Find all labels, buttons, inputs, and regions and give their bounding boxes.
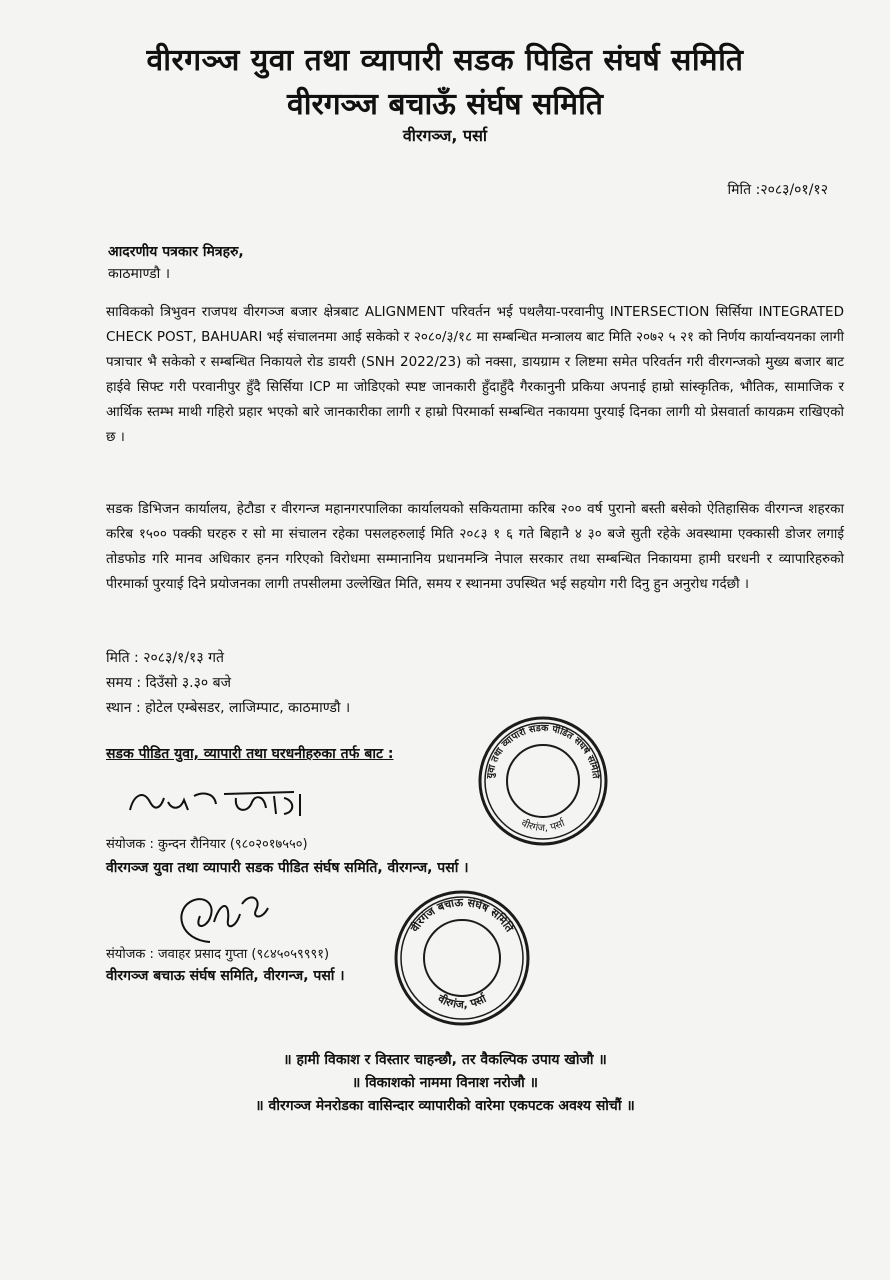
recipient-city: काठमाण्डौ । xyxy=(108,266,171,282)
signature-1 xyxy=(124,780,314,826)
body-paragraph-2: सडक डिभिजन कार्यालय, हेटौडा र वीरगन्ज महानगरपालिका कार्यालयको सकियतामा करिब २०० वर्ष पुरानो बस्ती बसेको ऐतिहासिक वीरगन्ज शहरका करिब १५०० पक्की घरहरु र सो मा संचालन रहेका पसलहरुलाई मिति २०८३ १ ६ गते बिहानै ४ ३० बजे सुती रहेके अवस्थामा एक्कासी डोजर लगाई तोडफोड गरि मानव अधिकार हनन गरिएको विरोधमा सम्मानानिय प्रधानमन्त्रि नेपाल सरकार तथा सम्बन्धित निकायमा हामी घरधनी र व्यापारिहरुको पीरमार्का पुरयाई दिने प्रयोजनका लागी तपसीलमा उल्लेखित मिति, समय र स्थानमा उपस्थित भई सहयोग गरी दिनु हुन अनुरोध गर्दछौ । xyxy=(106,501,844,592)
event-venue: स्थान : होटेल एम्बेसडर, लाजिम्पाट, काठमाण्डौ । xyxy=(106,700,351,716)
event-time: समय : दिउँसो ३.३० बजे xyxy=(106,675,231,691)
signatory-2-org: वीरगञ्ज बचाऊ संर्घष समिति, वीरगन्ज, पर्सा । xyxy=(106,968,345,984)
org-name-primary: वीरगञ्ज युवा तथा व्यापारी सडक पिडित संघर्ष समिति xyxy=(146,43,744,78)
body-paragraph-1: साविकको त्रिभुवन राजपथ वीरगञ्ज बजार क्षेत्रबाट ALIGNMENT परिवर्तन भई पथलैया-परवानीपु INTERSECTION सिर्सिया INTEGRATED CHECK POST, BAHUARI भई संचालनमा आई सकेको र २०८०/३/१८ मा सम्बन्धित मन्त्रालय बाट मिति २०७२ ५ २१ को निर्णय कार्यान्वयनका लागी पत्राचार भै सकेको र सम्बन्धित निकायले रोड डायरी (SNH 2022/23) को नक्सा, डायग्राम र लिष्टमा समेत परिवर्तन गरी वीरगन्जको मुख्य बजार बाट हाईवे सिफ्ट गरी परवानीपुर हुँदै सिर्सिया ICP मा जोडिएको स्पष्ट जानकारी हुँदाहुँदै गैरकानुनी प्रकिया अपनाई हाम्रो सांस्कृतिक, भौतिक, सामाजिक र आर्थिक स्तम्भ माथी गहिरो प्रहार भएको बारे जानकारीका लागी र हाम्रो पिरमार्का सम्बन्धित नकायमा पुरयाई दिनका लागी यो प्रेसवार्ता कायक्रम राखिएको छ । xyxy=(106,304,844,445)
stamp-1-bottom-text: वीरगंज, पर्सा xyxy=(519,817,567,835)
slogan-2: ॥ विकाशको नाममा विनाश नरोजौ ॥ xyxy=(351,1075,539,1091)
slogan-3: ॥ वीरगञ्ज मेनरोडका वासिन्दार व्यापारीको वारेमा एकपटक अवश्य सोचौं ॥ xyxy=(255,1098,635,1114)
signature-1-text: कुन्दन रौनियार xyxy=(124,780,130,781)
signatory-1-org: वीरगञ्ज युवा तथा व्यापारी सडक पीडित संर्घष समिति, वीरगन्ज, पर्सा । xyxy=(106,860,469,876)
salutation: आदरणीय पत्रकार मित्रहरु, xyxy=(108,244,244,260)
stamp-seal-1 xyxy=(476,714,610,848)
from-line: सडक पीडित युवा, व्यापारी तथा घरधनीहरुका तर्फ बाट : xyxy=(106,746,394,762)
org-name-secondary: वीरगञ्ज बचाऊँ संर्घष समिति xyxy=(287,87,603,122)
stamp-2-bottom-text: वीरगंज, पर्सा xyxy=(435,992,489,1012)
stamp-2-top-text: वीरगंज बचाऊ संर्घष समिति xyxy=(408,895,516,935)
svg-text:वीरगंज, पर्सा xyxy=(435,991,489,1012)
slogan-1: ॥ हामी विकाश र विस्तार चाहन्छौ, तर वैकल्पिक उपाय खोजौ ॥ xyxy=(283,1052,607,1068)
svg-text:वीरगंज, पर्सा xyxy=(519,817,567,834)
svg-text:वीरगंज बचाऊ संर्घष समिति xyxy=(407,896,517,935)
stamp-seal-2 xyxy=(392,888,532,1028)
signatory-2-role: संयोजक : जवाहर प्रसाद गुप्ता (९८४५०५९९९१) xyxy=(106,947,330,962)
stamp-1-top-text: युवा तथा व्यापारी सडक पीडित संघर्ष समिति xyxy=(485,722,602,780)
signature-2 xyxy=(170,882,280,952)
event-date: मिति : २०८३/१/१३ गते xyxy=(106,650,224,666)
letter-date: मिति :२०८३/०१/१२ xyxy=(727,182,828,198)
signatory-1-role: संयोजक : कुन्दन रौनियार (९८०२०१७५५०) xyxy=(106,837,308,852)
org-location: वीरगञ्ज, पर्सा xyxy=(402,126,488,145)
